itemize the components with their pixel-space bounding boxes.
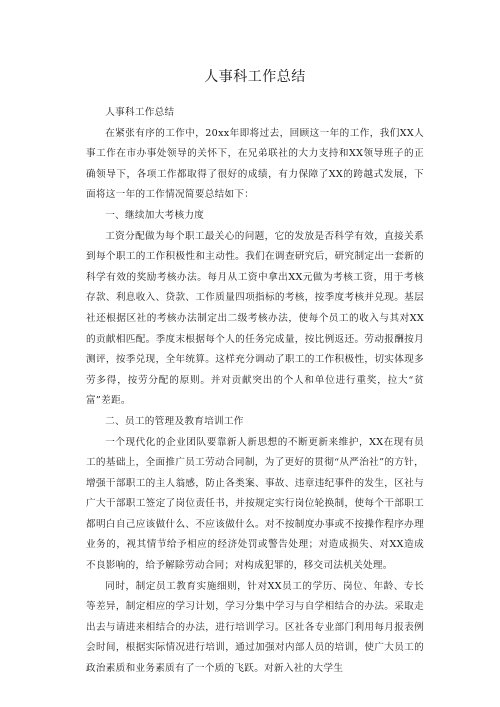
document-title: 人事科工作总结 [204,69,306,85]
paragraph-section-2-cont: 同时，制定员工教育实施细则，针对XX员工的学历、岗位、年龄、专长等差异，制定相应的学习计划，学习分集中学习与自学相结合的办法。采取走出去与请进来相结合的办法，进行培训学习。区社各专业部门利用每月报表例会时间，根据实际情况进行培训，通过加强对内部人员的培训，使广大员工的政治素质和业务素质有了一个质的飞跃。对新入社的大学生 [86,580,424,675]
document-body [86,103,424,680]
paragraph-section-1: 工资分配做为每个职工最关心的问题，它的发放是否科学有效，直接关系到每个职工的工作积极性和主动性。我们在调查研究后，研究制定出一套新的科学有效的奖励考核办法。每月从工资中拿出XX元做为考核工资，用于考核存款、利息收入、贷款、工作质量四项指标的考核，按季度考核并兑现。基层社还根据区社的考核办法制定出二级考核办法，使每个员工的收入与其对XX的贡献相匹配。季度末根据每个人的任务完成量，按比例返还。劳动报酬按月测评，按季兑现，全年统算。这样充分调动了职工的工作积极性，切实体现多劳多得，按劳分配的原则。并对贡献突出的个人和单位进行重奖，拉大“贫富”差距。 [86,230,424,407]
paragraph-section-2: 一个现代化的企业团队要靠新人新思想的不断更新来维护，XX在现有员工的基础上，全面推广员工劳动合同制，为了更好的贯彻“从严治社”的方针，增强干部职工的主人翁感，防止各类案、事故、违章违纪事件的发生，区社与广大干部职工签定了岗位责任书，并按规定实行岗位轮换制，使每个干部职工都明白自己应该做什么、不应该做什么。对不按制度办事或不按操作程序办理业务的，视其情节给予相应的经济处罚或警告处理；对造成损失、对XX造成不良影响的，给予解除劳动合同；对构成犯罪的，移交司法机关处理。 [86,436,424,572]
paragraph-subtitle: 人事科工作总结 [105,107,175,118]
section-heading-1: 一、继续加大考核力度 [105,209,205,221]
section-heading-2: 二、员工的管理及教育培训工作 [105,415,244,427]
paragraph-intro: 在紧张有序的工作中，20xx年即将过去，回顾这一年的工作，我们XX人事工作在市办事处领导的关怀下，在兄弟联社的大力支持和XX领导班子的正确领导下，各项工作都取得了很好的成绩，有力保障了XX的跨越式发展，下面将这一年的工作情况简要总结如下： [86,127,424,201]
